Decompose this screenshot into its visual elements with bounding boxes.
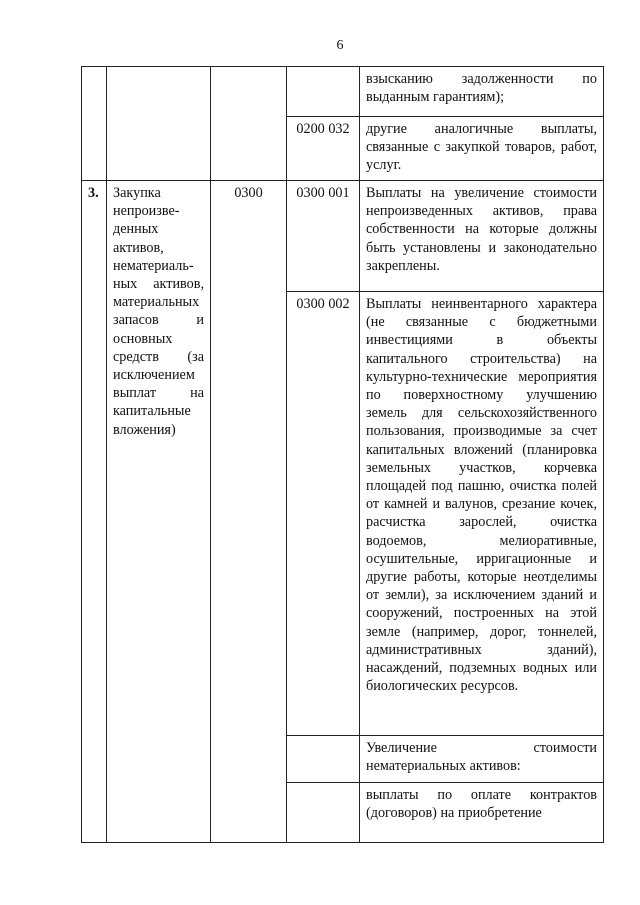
table-row — [82, 181, 604, 292]
detail-code-cell: 0300 002 — [287, 292, 360, 736]
kosgu-code-cell — [211, 67, 287, 181]
row-number-cell — [82, 67, 107, 181]
expense-name-cell — [107, 67, 211, 181]
description-cell: взысканию задолженности по выданным гарантиям); — [360, 67, 604, 117]
detail-code-cell — [287, 736, 360, 783]
description-cell: Увеличение стоимости нематериальных активов: — [360, 736, 604, 783]
kosgu-code-cell: 0300 — [211, 181, 287, 843]
expense-name-cell: Закупка непроизве-денных активов, нематериаль-ных активов, материальных запасов и основных средств (за исключением выплат на капитальные вложения) — [107, 181, 211, 843]
page-number: 6 — [336, 38, 344, 53]
detail-code-cell — [287, 67, 360, 117]
description-cell: Выплаты на увеличение стоимости непроизведенных активов, права собственности на которые должны быть установлены и законодательно закреплены. — [360, 181, 604, 292]
detail-code-cell — [287, 783, 360, 843]
expense-classification-table — [81, 66, 604, 843]
row-number-cell: 3. — [82, 181, 107, 843]
detail-code-cell: 0200 032 — [287, 117, 360, 181]
detail-code-cell: 0300 001 — [287, 181, 360, 292]
table-row — [82, 67, 604, 117]
description-cell: Выплаты неинвентарного характера (не связанные с бюджетными инвестициями в объекты капитального строительства) на культурно-технические мероприятия по поверхностному улучшению земель для сельскохозяйственного пользования, производимые за счет капитальных вложений (планировка земельных участков, корчевка площадей под пашню, очистка полей от камней и валунов, срезание кочек, расчистка зарослей, очистка водоемов, мелиоративные, осушительные, ирригационные и другие работы, которые неотделимы от земли), за исключением зданий и сооружений, построенных на этой земле (например, дорог, тоннелей, административных зданий), насаждений, подземных водных или биологических ресурсов. — [360, 292, 604, 736]
description-cell: другие аналогичные выплаты, связанные с закупкой товаров, работ, услуг. — [360, 117, 604, 181]
description-cell: выплаты по оплате контрактов (договоров) на приобретение — [360, 783, 604, 843]
